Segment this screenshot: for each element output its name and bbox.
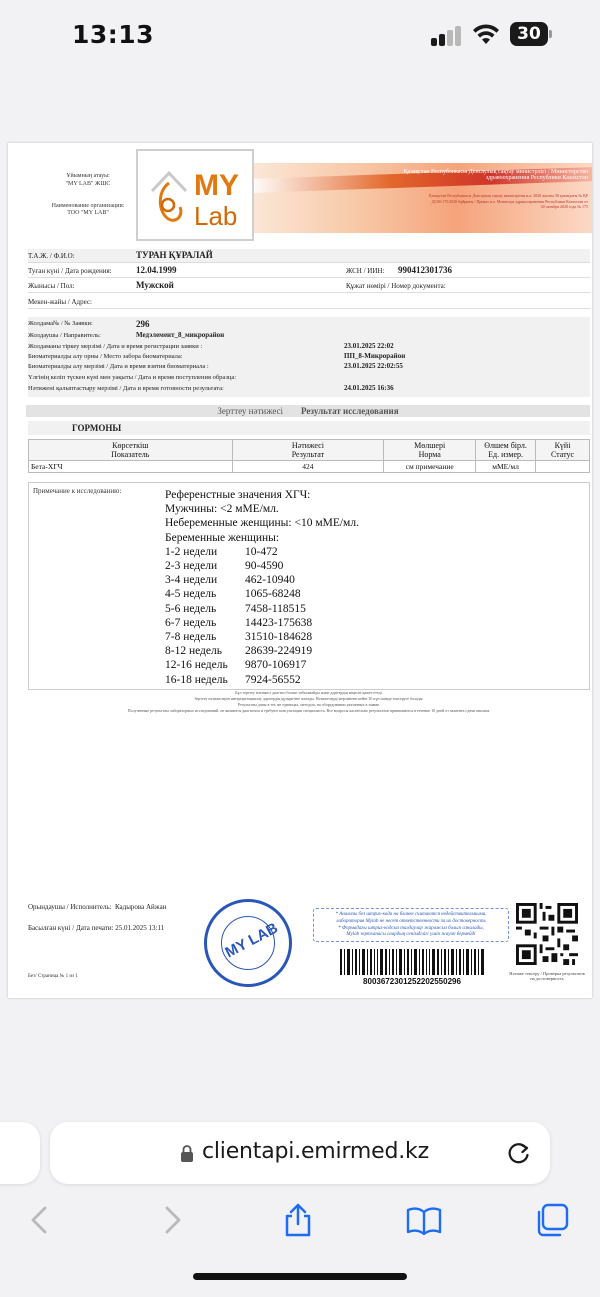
barcode-notice: * Анализы без штрих-кода на бланке считаются недействительными, лаборатория Mylab не несет ответственности за их достоверность * Формадағы штрих-кодсыз талдаулар жарамсыз болып саналады, Mylab зертханасы олардың сенімділігі үшін жауап бермейді bbox=[313, 908, 509, 942]
cellular-signal-icon bbox=[431, 24, 465, 46]
address-bar[interactable] bbox=[50, 1122, 550, 1184]
qr-caption: Нәтиже тексеру / Проверка результатов на достоверность bbox=[509, 971, 585, 981]
battery-level: 30 bbox=[510, 22, 548, 46]
col-status: Күйі Статус bbox=[536, 440, 590, 461]
home-indicator[interactable] bbox=[193, 1273, 407, 1280]
patient-sex: Мужской bbox=[136, 280, 174, 290]
bookmarks-icon[interactable] bbox=[406, 1202, 442, 1238]
barcode-image bbox=[340, 949, 484, 975]
executor-line: Орындаушы / Исполнитель: Кадырова Айжан bbox=[28, 903, 167, 911]
organization-info: Ұйымның атауы: "MY LAB" ЖШС Наименование организации: ТОО "MY LAB" bbox=[51, 173, 125, 217]
status-bar bbox=[0, 0, 600, 66]
col-indicator: Көрсеткіш Показатель bbox=[29, 440, 233, 461]
patient-name: ТУРАН ҚҰРАЛАЙ bbox=[136, 250, 213, 260]
lock-icon bbox=[180, 1144, 194, 1162]
test-group-title: ГОРМОНЫ bbox=[28, 421, 590, 435]
status-time: 13:13 bbox=[72, 20, 155, 49]
page-number: Бет/ Страница № 1 из 1 bbox=[28, 974, 78, 979]
reload-icon[interactable] bbox=[506, 1140, 532, 1166]
previous-tab-card[interactable] bbox=[0, 1122, 40, 1184]
test-note: Примечание к исследованию: Референстные значения ХГЧ: Мужчины: <2 мМЕ/мл. Небеременные женщины: <10 мМЕ/мл. Беременные женщины: 1-2 недели 10-472 2-3 недели 90-4590 3-4 недели 462-10940 4-5 недель 1065-68248 5-6 недель 7458-118515 6-7 недель 14423-175638 7-8 недель 31510-184628 8-12 недель 28639-224919 12-16 недель 9870-106917 16-18 недель 7924-56552 bbox=[28, 482, 590, 690]
back-icon[interactable] bbox=[23, 1202, 59, 1238]
order-info: Жолдама№ / № Заявки: 296 Жолдаушы / Направитель: Медэлемент_8_микрорайон Жолдаманы тіркеу мерзімі / Дата и время регистрации заявки : 23.01.2025 22:02 Биоматериалды алу орны / Место забора биоматериала: ПП_8-Микрорайон Биоматериалды алу мерзімі / Дата и время взятия биоматериала : 23.01.2025 22:02:55 Үлгінің келіп түскен күні мен уақыты / Дата и время поступления образца: Нәтижені қалыптастыру мерзімі / Дата и время готовности результата: 24.01.2025 16:36 bbox=[28, 317, 590, 397]
battery-icon bbox=[510, 22, 552, 46]
col-norm: Мөлшері Норма bbox=[384, 440, 476, 461]
table-row: Бета-ХГЧ 424 см примечание мМЕ/мл bbox=[29, 461, 590, 473]
barcode-number: 8003672301252202550296 bbox=[363, 977, 461, 986]
lab-result-document: Ұйымның атауы: "MY LAB" ЖШС Наименование организации: ТОО "MY LAB" MY Lab Қазақстан Республикасы Денсаулық сақтау министрлігі / Министерство здравоохранения Республики Казахстан Қазақстан Республикасы Денсаулық сақтау министрінің м.а. 2020 жылғы 30 қазандағы № ҚР ДСМ-175/2020 бұйрығы / Приказ и.о. Министра здравоохранения Республики Казахстан от 30 октября 2020 года № 175 Т.А.Ж. / Ф.И.О: ТУРАН ҚҰРАЛАЙ Туған күні / Дата рождения: 12.04.1999 ЖСН / ИИН: 990412301736 Жынысы / Пол: Мужской Құжат нөмірі / Номер документа: Мекен-жайы / Адрес: Жолдама№ / № Заявки: 296 Жолдаушы / Направитель: Медэлемент_8_микрорайон Жолдаманы тіркеу мерзімі / Дата и время регистрации заявки : 23.01.2025 22:02 Биоматериалды алу орны / Место забора биоматериала: ПП_8-Микрорайон Биоматериалды алу мерзімі / Дата и время взятия биоматериала : 23.01.2025 22:02:55 Үлгінің келіп түскен күні мен уақыты / Дата и время поступления образца: Нәтижені қалыптастыру мерзімі / Дата и время готовности результата: 24.01.2025 16:36 Зерттеу нәтижесі Результат исследования ГОРМОНЫ Көрсеткіш Показатель Нәтижесі Результат Мөлшері Норма Өлшем бірл. Ед. измер. Күйі Статус Бета-ХГЧ 424 см примечание мМЕ/мл Примечание к исследованию: Референстные значения ХГЧ: Мужчины: <2 мМЕ/мл. Небеременные женщины: <10 мМЕ/мл. Беременные женщины: 1-2 недели 10-472 2-3 недели 90-4590 3-4 недели 462-10940 4-5 недель 1065-68248 5-6 недель 7458-118515 6-7 недель 14423-175638 7-8 недель 31510-184628 8-12 недель 28639-224919 12-16 недель 9870-106917 16-18 недель 7924-56552 Бұл зерттеу нәтижесі диагноз болып табылмайды және дәрігердің кеңесін қажет етеді. Зерттеу нәтижелерін интерпретациялау дәрігердің құзыретіне жатады. Нәтижелерді мерзімінен кейін 10 күн ішінде тексеруге болады. Результаты даны в тех же единицах, методом, на оборудовании указанных в заявке. Полученные результаты лабораторных исследований, не являются диагнозом и требуют консультации специалиста. Все вопросы касательно результатов принимаются в течение 10 дней от момента сдачи анализа. Орындаушы / Исполнитель: Кадырова Айжан Басылған күні / Дата печати: 25.01.2025 13:11 MY LAB * Анализы без штрих-кода на бланке считаются недействительными, лаборатория Mylab не несет ответственности за их достоверность * Формадағы штрих-кодсыз талдаулар жарамсыз болып саналады, Mylab зертханасы олардың сенімділігі үшін жауап бермейді 8003672301252202550296 Нәтиже тексеру / Проверка результатов на достоверность Бет/ Страница № 1 из 1 bbox=[8, 143, 592, 998]
url-text[interactable]: clientapi.emirmed.kz bbox=[202, 1139, 429, 1164]
patient-dob: 12.04.1999 bbox=[136, 265, 177, 275]
forward-icon[interactable] bbox=[153, 1202, 189, 1238]
col-result: Нәтижесі Результат bbox=[232, 440, 384, 461]
browser-toolbar bbox=[0, 1202, 600, 1242]
col-unit: Өлшем бірл. Ед. измер. bbox=[476, 440, 536, 461]
lab-stamp: MY LAB bbox=[204, 899, 292, 987]
qr-code-image bbox=[516, 903, 578, 965]
reference-values: Референстные значения ХГЧ: Мужчины: <2 мМЕ/мл. Небеременные женщины: <10 мМЕ/мл. Беременные женщины: 1-2 недели 10-472 2-3 недели 90-4590 3-4 недели 462-10940 4-5 недель 1065-68248 5-6 недель 7458-118515 6-7 недель 14423-175638 7-8 недель 31510-184628 8-12 недель 28639-224919 12-16 недель 9870-106917 16-18 недель 7924-56552 bbox=[165, 489, 359, 686]
wifi-icon bbox=[471, 22, 501, 46]
tabs-icon[interactable] bbox=[534, 1202, 570, 1238]
ministry-banner: Қазақстан Республикасы Денсаулық сақтау министрлігі / Министерство здравоохранения Республики Казахстан Қазақстан Республикасы Денсаулық сақтау министрінің м.а. 2020 жылғы 30 қазандағы № ҚР ДСМ-175/2020 бұйрығы / Приказ и.о. Министра здравоохранения Республики Казахстан от 30 октября 2020 года № 175 bbox=[254, 163, 592, 233]
browser-chrome bbox=[0, 1110, 600, 1297]
patient-iin: 990412301736 bbox=[398, 265, 452, 275]
disclaimer-text: Бұл зерттеу нәтижесі диагноз болып табылмайды және дәрігердің кеңесін қажет етеді. Зерттеу нәтижелерін интерпретациялау дәрігердің құзыретіне жатады. Нәтижелерді мерзімінен кейін 10 күн ішінде тексеруге болады. Результаты даны в тех же единицах, методом, на оборудовании указанных в заявке. Полученные результаты лабораторных исследований, не являются диагнозом и требуют консультации специалиста. Все вопросы касательно результатов принимаются в течение 10 дней от момента сдачи анализа. bbox=[127, 690, 491, 713]
share-icon[interactable] bbox=[280, 1202, 316, 1238]
mylab-logo: MY Lab bbox=[136, 149, 254, 241]
print-date-line: Басылған күні / Дата печати: 25.01.2025 13:11 bbox=[28, 924, 165, 932]
results-section-header: Зерттеу нәтижесі Результат исследования bbox=[26, 405, 590, 417]
results-table bbox=[28, 439, 590, 473]
